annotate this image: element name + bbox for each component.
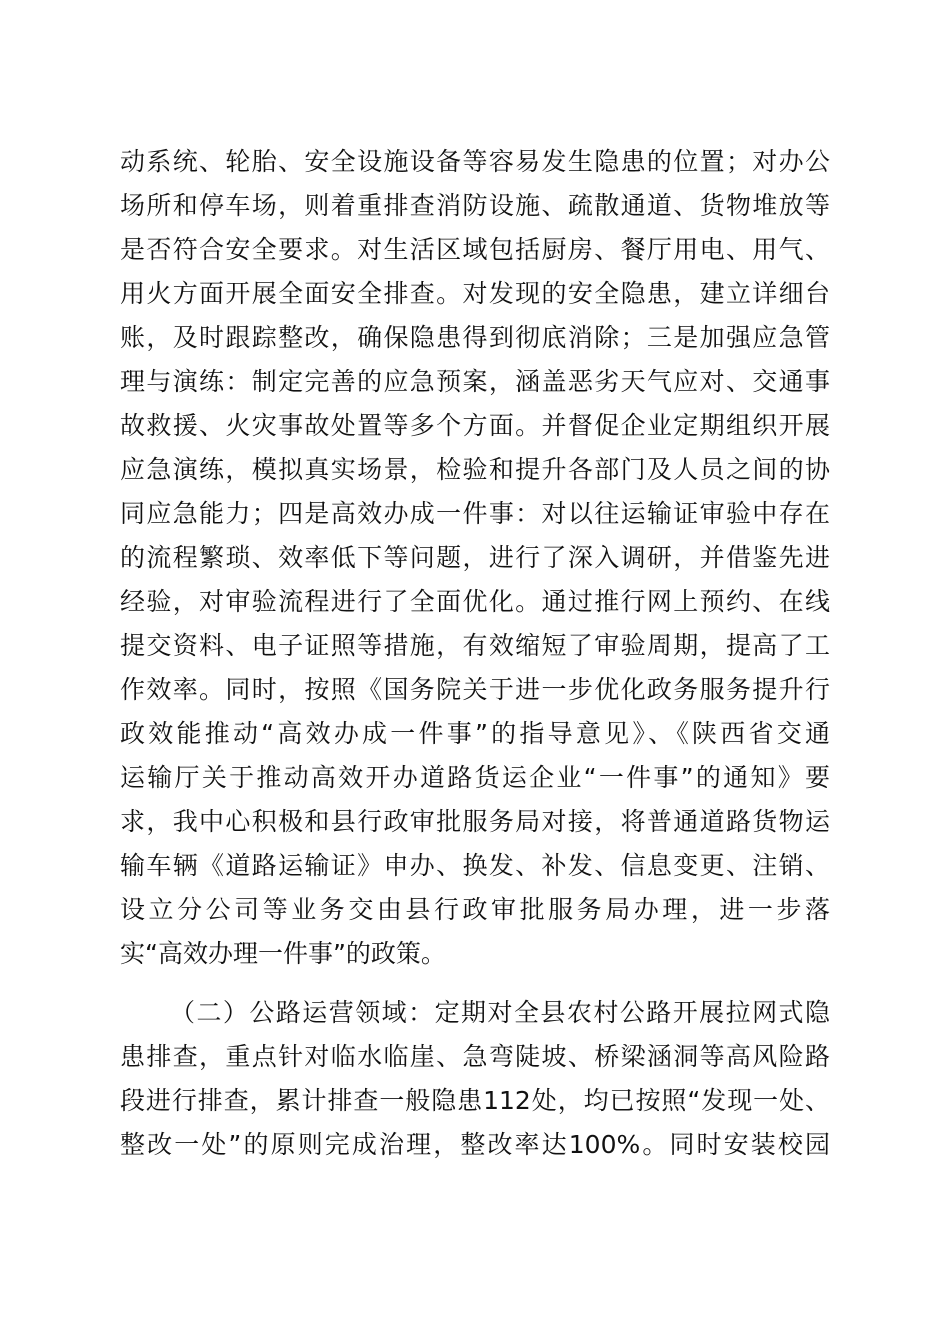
text-line: 输车辆《道路运输证》申办、换发、补发、信息变更、注销、 bbox=[120, 851, 830, 880]
text-line: 的流程繁琐、效率低下等问题，进行了深入调研，并借鉴先进 bbox=[120, 543, 830, 572]
text-line: 患排查，重点针对临水临崖、急弯陡坡、桥梁涵洞等高风险路 bbox=[120, 1042, 830, 1071]
text-line: 设立分公司等业务交由县行政审批服务局办理，进一步落 bbox=[120, 895, 830, 924]
text-line: 是否符合安全要求。对生活区域包括厨房、餐厅用电、用气、 bbox=[120, 235, 830, 264]
text-line: 用火方面开展全面安全排查。对发现的安全隐患，建立详细台 bbox=[120, 279, 830, 308]
text-line: 求，我中心积极和县行政审批服务局对接，将普通道路货物运 bbox=[120, 807, 830, 836]
text-line: 段进行排查，累计排查一般隐患112处，均已按照“发现一处、 bbox=[120, 1086, 830, 1115]
text-line: 理与演练：制定完善的应急预案，涵盖恶劣天气应对、交通事 bbox=[120, 367, 830, 396]
text-line: 实“高效办理一件事”的政策。 bbox=[120, 939, 446, 968]
text-line: 应急演练，模拟真实场景，检验和提升各部门及人员之间的协 bbox=[120, 455, 830, 484]
section-heading-line: （二）公路运营领域：定期对全县农村公路开展拉网式隐 bbox=[170, 998, 830, 1027]
text-line: 故救援、火灾事故处置等多个方面。并督促企业定期组织开展 bbox=[120, 411, 830, 440]
text-line: 政效能推动“高效办成一件事”的指导意见》、《陕西省交通 bbox=[120, 719, 830, 748]
text-line: 作效率。同时，按照《国务院关于进一步优化政务服务提升行 bbox=[120, 675, 830, 704]
text-line: 账，及时跟踪整改，确保隐患得到彻底消除；三是加强应急管 bbox=[120, 323, 830, 352]
text-line: 整改一处”的原则完成治理，整改率达100%。同时安装校园 bbox=[120, 1130, 830, 1159]
text-line: 同应急能力；四是高效办成一件事：对以往运输证审验中存在 bbox=[120, 499, 830, 528]
text-line: 场所和停车场，则着重排查消防设施、疏散通道、货物堆放等 bbox=[120, 191, 830, 220]
text-line: 经验，对审验流程进行了全面优化。通过推行网上预约、在线 bbox=[120, 587, 830, 616]
text-line: 动系统、轮胎、安全设施设备等容易发生隐患的位置；对办公 bbox=[120, 147, 830, 176]
text-line: 提交资料、电子证照等措施，有效缩短了审验周期，提高了工 bbox=[120, 631, 830, 660]
text-line: 运输厅关于推动高效开办道路货运企业“一件事”的通知》要 bbox=[120, 763, 830, 792]
